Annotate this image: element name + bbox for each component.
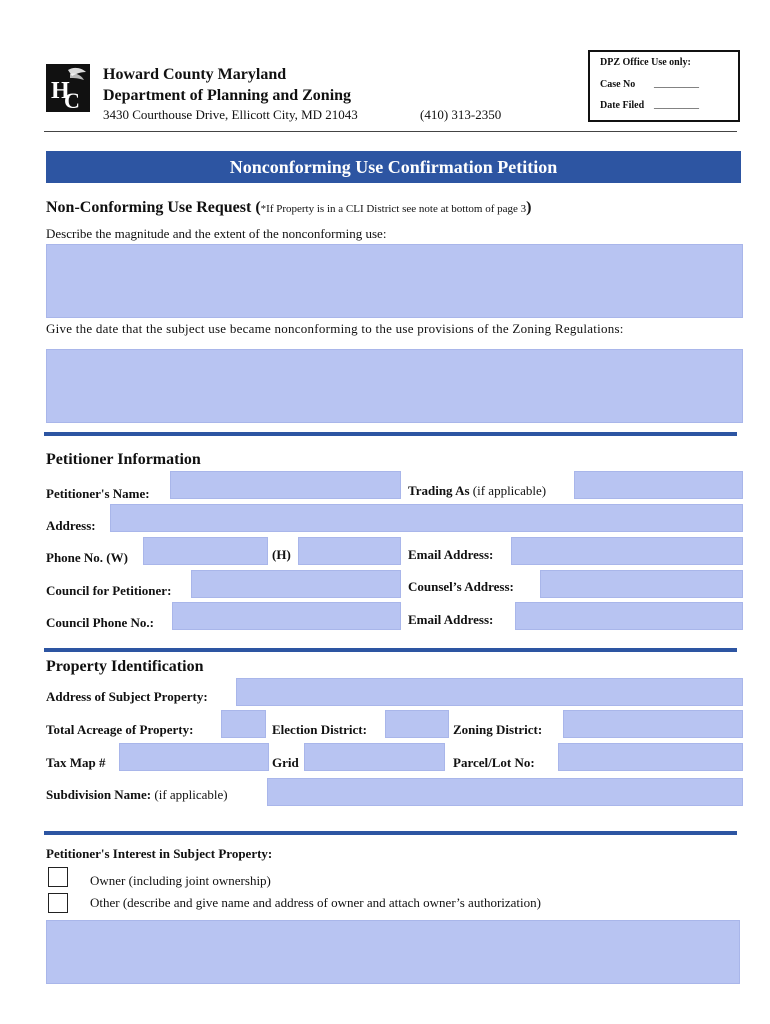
petitioner-name-label: Petitioner's Name:: [46, 486, 150, 501]
petitioner-heading: Petitioner Information: [46, 451, 201, 468]
subdivision-label: Subdivision Name:: [46, 787, 152, 802]
petitioner-name-field[interactable]: [170, 471, 401, 499]
council-email-label: Email Address:: [408, 612, 494, 627]
date-filed-label: Date Filed: [600, 100, 645, 111]
interest-heading: Petitioner's Interest in Subject Property:: [46, 846, 273, 861]
section-divider-3: [44, 831, 737, 835]
council-label: Council for Petitioner:: [46, 583, 172, 598]
trading-as-label-line: [408, 483, 546, 499]
other-checkbox[interactable]: [48, 893, 68, 913]
parcel-lot-label: Parcel/Lot No:: [453, 755, 535, 770]
council-field[interactable]: [191, 570, 401, 598]
property-heading: Property Identification: [46, 658, 204, 675]
council-phone-field[interactable]: [172, 602, 401, 630]
magnitude-label: Describe the magnitude and the extent of the nonconforming use:: [46, 226, 387, 241]
request-note-open: (: [251, 199, 261, 216]
election-district-label: Election District:: [272, 722, 367, 737]
phone-w-field[interactable]: [143, 537, 268, 565]
parcel-lot-field[interactable]: [558, 743, 743, 771]
phone-h-label: (H): [272, 547, 291, 562]
case-no-label: Case No: [600, 79, 636, 90]
subdivision-note: (if applicable): [154, 787, 228, 802]
subdivision-label-line: [46, 787, 228, 803]
grid-field[interactable]: [304, 743, 445, 771]
owner-checkbox[interactable]: [48, 867, 68, 887]
subdivision-field[interactable]: [267, 778, 743, 806]
property-address-label: Address of Subject Property:: [46, 689, 208, 704]
address-field[interactable]: [110, 504, 743, 532]
trading-as-field[interactable]: [574, 471, 743, 499]
owner-option-label: Owner (including joint ownership): [90, 873, 271, 888]
election-district-field[interactable]: [385, 710, 449, 738]
tax-map-label: Tax Map #: [46, 755, 106, 770]
case-no-blank: _________: [654, 78, 699, 89]
grid-label: Grid: [272, 755, 299, 770]
trading-as-label: Trading As: [408, 483, 470, 498]
email-label: Email Address:: [408, 547, 494, 562]
department-name: Department of Planning and Zoning: [103, 87, 352, 104]
phone-h-field[interactable]: [298, 537, 401, 565]
department-phone: (410) 313-2350: [420, 107, 502, 122]
nonconforming-date-label: Give the date that the subject use became nonconforming to the use provisions of the Zoning Regulations:: [46, 321, 624, 336]
tax-map-field[interactable]: [119, 743, 269, 771]
council-email-field[interactable]: [515, 602, 743, 630]
form-title: Nonconforming Use Confirmation Petition: [229, 157, 558, 177]
org-name: Howard County Maryland: [103, 66, 287, 83]
form-title-bar: [46, 151, 741, 183]
address-label: Address:: [46, 518, 96, 533]
email-field[interactable]: [511, 537, 743, 565]
svg-text:C: C: [64, 88, 80, 112]
other-option-label: Other (describe and give name and address of owner and attach owner’s authorization): [90, 895, 541, 910]
magnitude-field[interactable]: [46, 244, 743, 318]
trading-as-note: (if applicable): [472, 483, 547, 498]
department-address: 3430 Courthouse Drive, Ellicott City, MD 21043: [103, 107, 358, 122]
request-note: *If Property is in a CLI District see note at bottom of page 3: [260, 203, 527, 215]
svg-text:H: H: [51, 78, 70, 104]
acreage-label: Total Acreage of Property:: [46, 722, 194, 737]
nonconforming-date-field[interactable]: [46, 349, 743, 423]
zoning-district-field[interactable]: [563, 710, 743, 738]
counsel-address-field[interactable]: [540, 570, 743, 598]
counsel-address-label: Counsel’s Address:: [408, 579, 514, 594]
date-filed-blank: _________: [654, 99, 699, 110]
section-divider-2: [44, 648, 737, 652]
office-use-box: [588, 50, 740, 122]
office-use-title: DPZ Office Use only:: [600, 57, 691, 68]
council-phone-label: Council Phone No.:: [46, 615, 154, 630]
request-heading: Non-Conforming Use Request: [46, 199, 252, 216]
acreage-field[interactable]: [221, 710, 266, 738]
request-heading-line: [46, 199, 531, 217]
county-logo: [46, 64, 90, 112]
phone-w-label: Phone No. (W): [46, 550, 128, 565]
section-divider-1: [44, 432, 737, 436]
request-note-close: ): [526, 199, 532, 216]
interest-description-field[interactable]: [46, 920, 740, 984]
zoning-district-label: Zoning District:: [453, 722, 543, 737]
property-address-field[interactable]: [236, 678, 743, 706]
header-divider: [44, 131, 737, 132]
